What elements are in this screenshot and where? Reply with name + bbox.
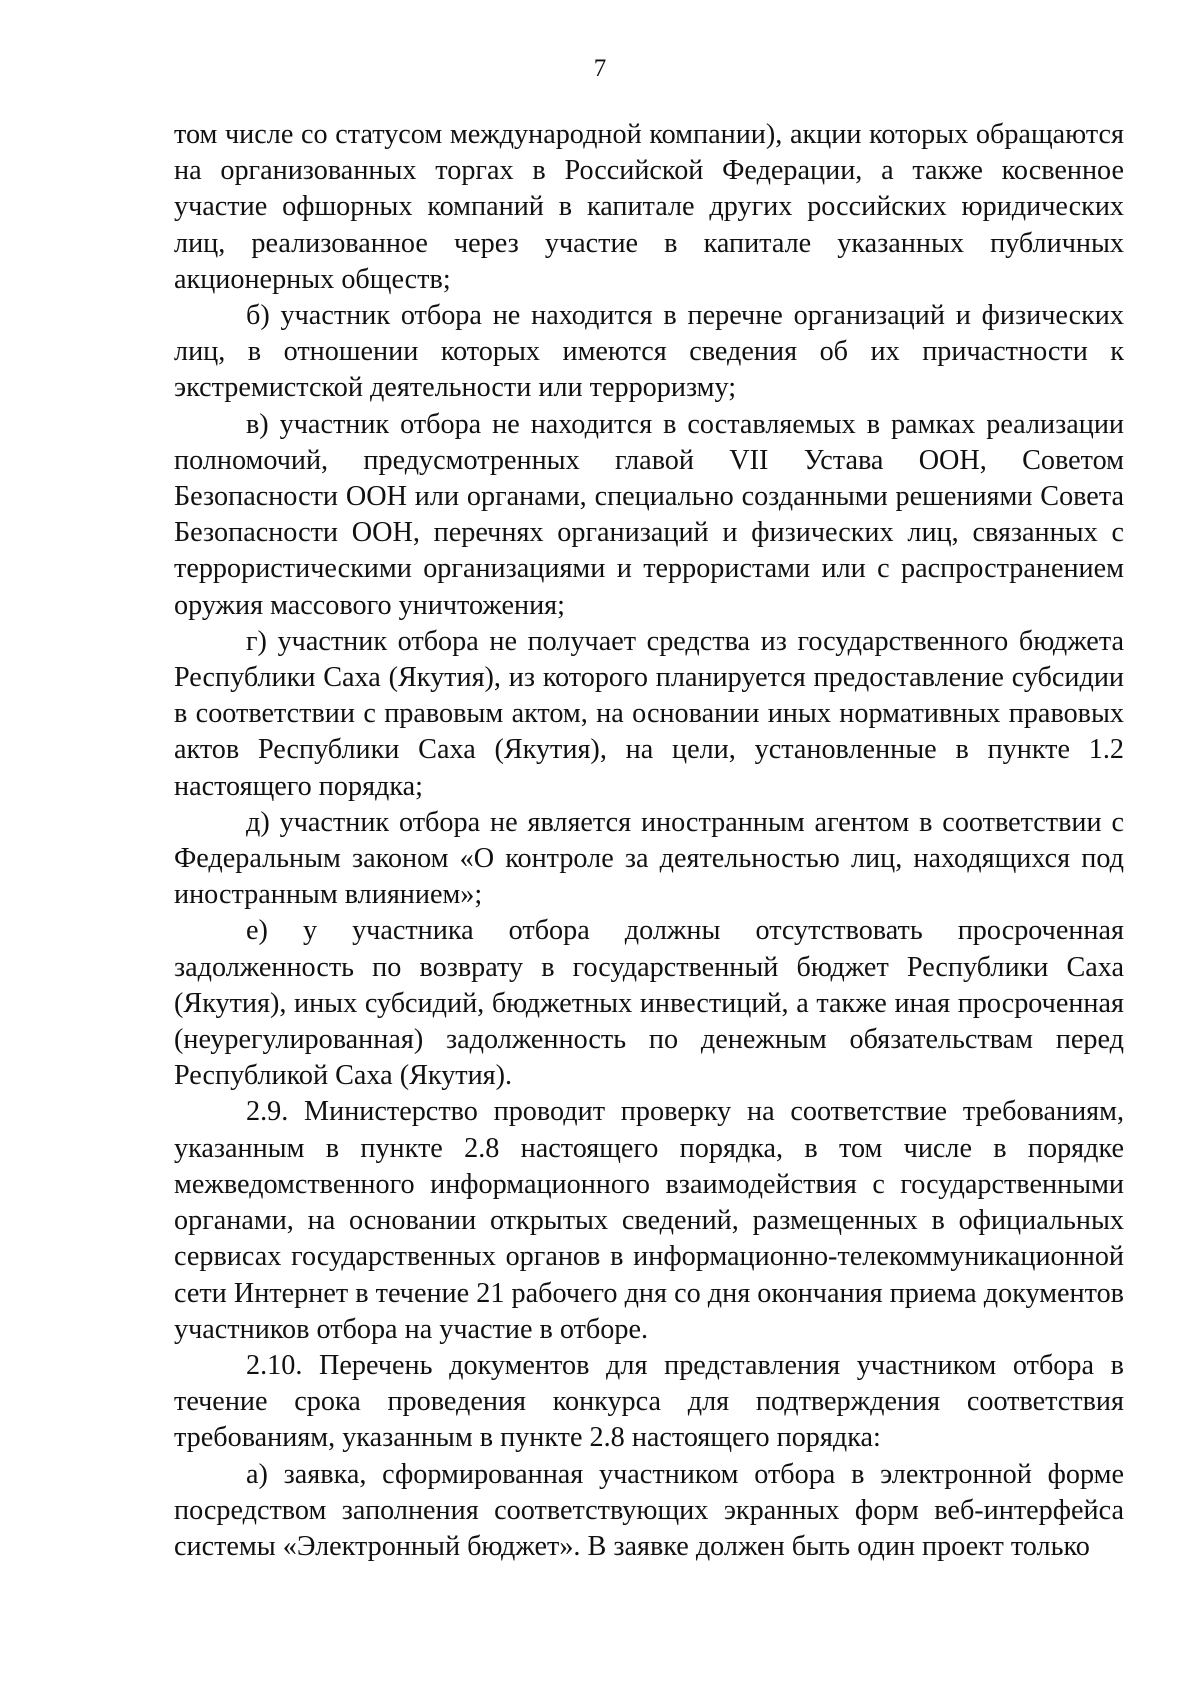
paragraph-item-e: е) у участника отбора должны отсутствовать просроченная задолженность по возврату в государственный бюджет Республики Саха (Якутия), иных субсидий, бюджетных инвестиций, а также иная просроченная (неурегулированная) задолженность по денежным обязательствам перед Республикой Саха (Якутия). xyxy=(174,915,1124,1092)
paragraph-section-2-10: 2.10. Перечень документов для представления участником отбора в течение срока проведения конкурса для подтверждения соответствия требованиям, указанным в пункте 2.8 настоящего порядка: xyxy=(174,1349,1124,1454)
paragraph-item-b: б) участник отбора не находится в перечне организаций и физических лиц, в отношении которых имеются сведения об их причастности к экстремистской деятельности или терроризму; xyxy=(174,300,1124,404)
paragraph-item-d: д) участник отбора не является иностранным агентом в соответствии с Федеральным законом «О контроле за деятельностью лиц, находящихся под иностранным влиянием»; xyxy=(174,806,1124,911)
paragraph-item-g: г) участник отбора не получает средства из государственного бюджета Республики Саха (Якутия), из которого планируется предоставление субсидии в соответствии с правовым актом, на основании иных нормативных правовых актов Республики Саха (Якутия), на цели, установленные в пункте 1.2 настоящего порядка; xyxy=(174,625,1124,802)
paragraph-continuation: том числе со статусом международной компании), акции которых обращаются на организованных торгах в Российской Федерации, а также косвенное участие офшорных компаний в капитале других российских юридических лиц, реализованное через участие в капитале указанных публичных акционерных обществ; xyxy=(174,119,1124,295)
document-body xyxy=(174,117,1124,1565)
page-number: 7 xyxy=(593,55,607,82)
paragraph-item-a: а) заявка, сформированная участником отбора в электронной форме посредством заполнения соответствующих экранных форм веб-интерфейса системы «Электронный бюджет». В заявке должен быть один проект только xyxy=(174,1458,1124,1562)
paragraph-item-v: в) участник отбора не находится в составляемых в рамках реализации полномочий, предусмотренных главой VII Устава ООН, Советом Безопасности ООН или органами, специально созданными решениями Совета Безопасности ООН, перечнях организаций и физических лиц, связанных с террористическими организациями и террористами или с распространением оружия массового уничтожения; xyxy=(174,408,1124,621)
paragraph-section-2-9: 2.9. Министерство проводит проверку на соответствие требованиям, указанным в пункте 2.8 настоящего порядка, в том числе в порядке межведомственного информационного взаимодействия с государственными органами, на основании открытых сведений, размещенных в официальных сервисах государственных органов в информационно-телекоммуникационной сети Интернет в течение 21 рабочего дня со дня окончания приема документов участников отбора на участие в отборе. xyxy=(174,1096,1124,1345)
